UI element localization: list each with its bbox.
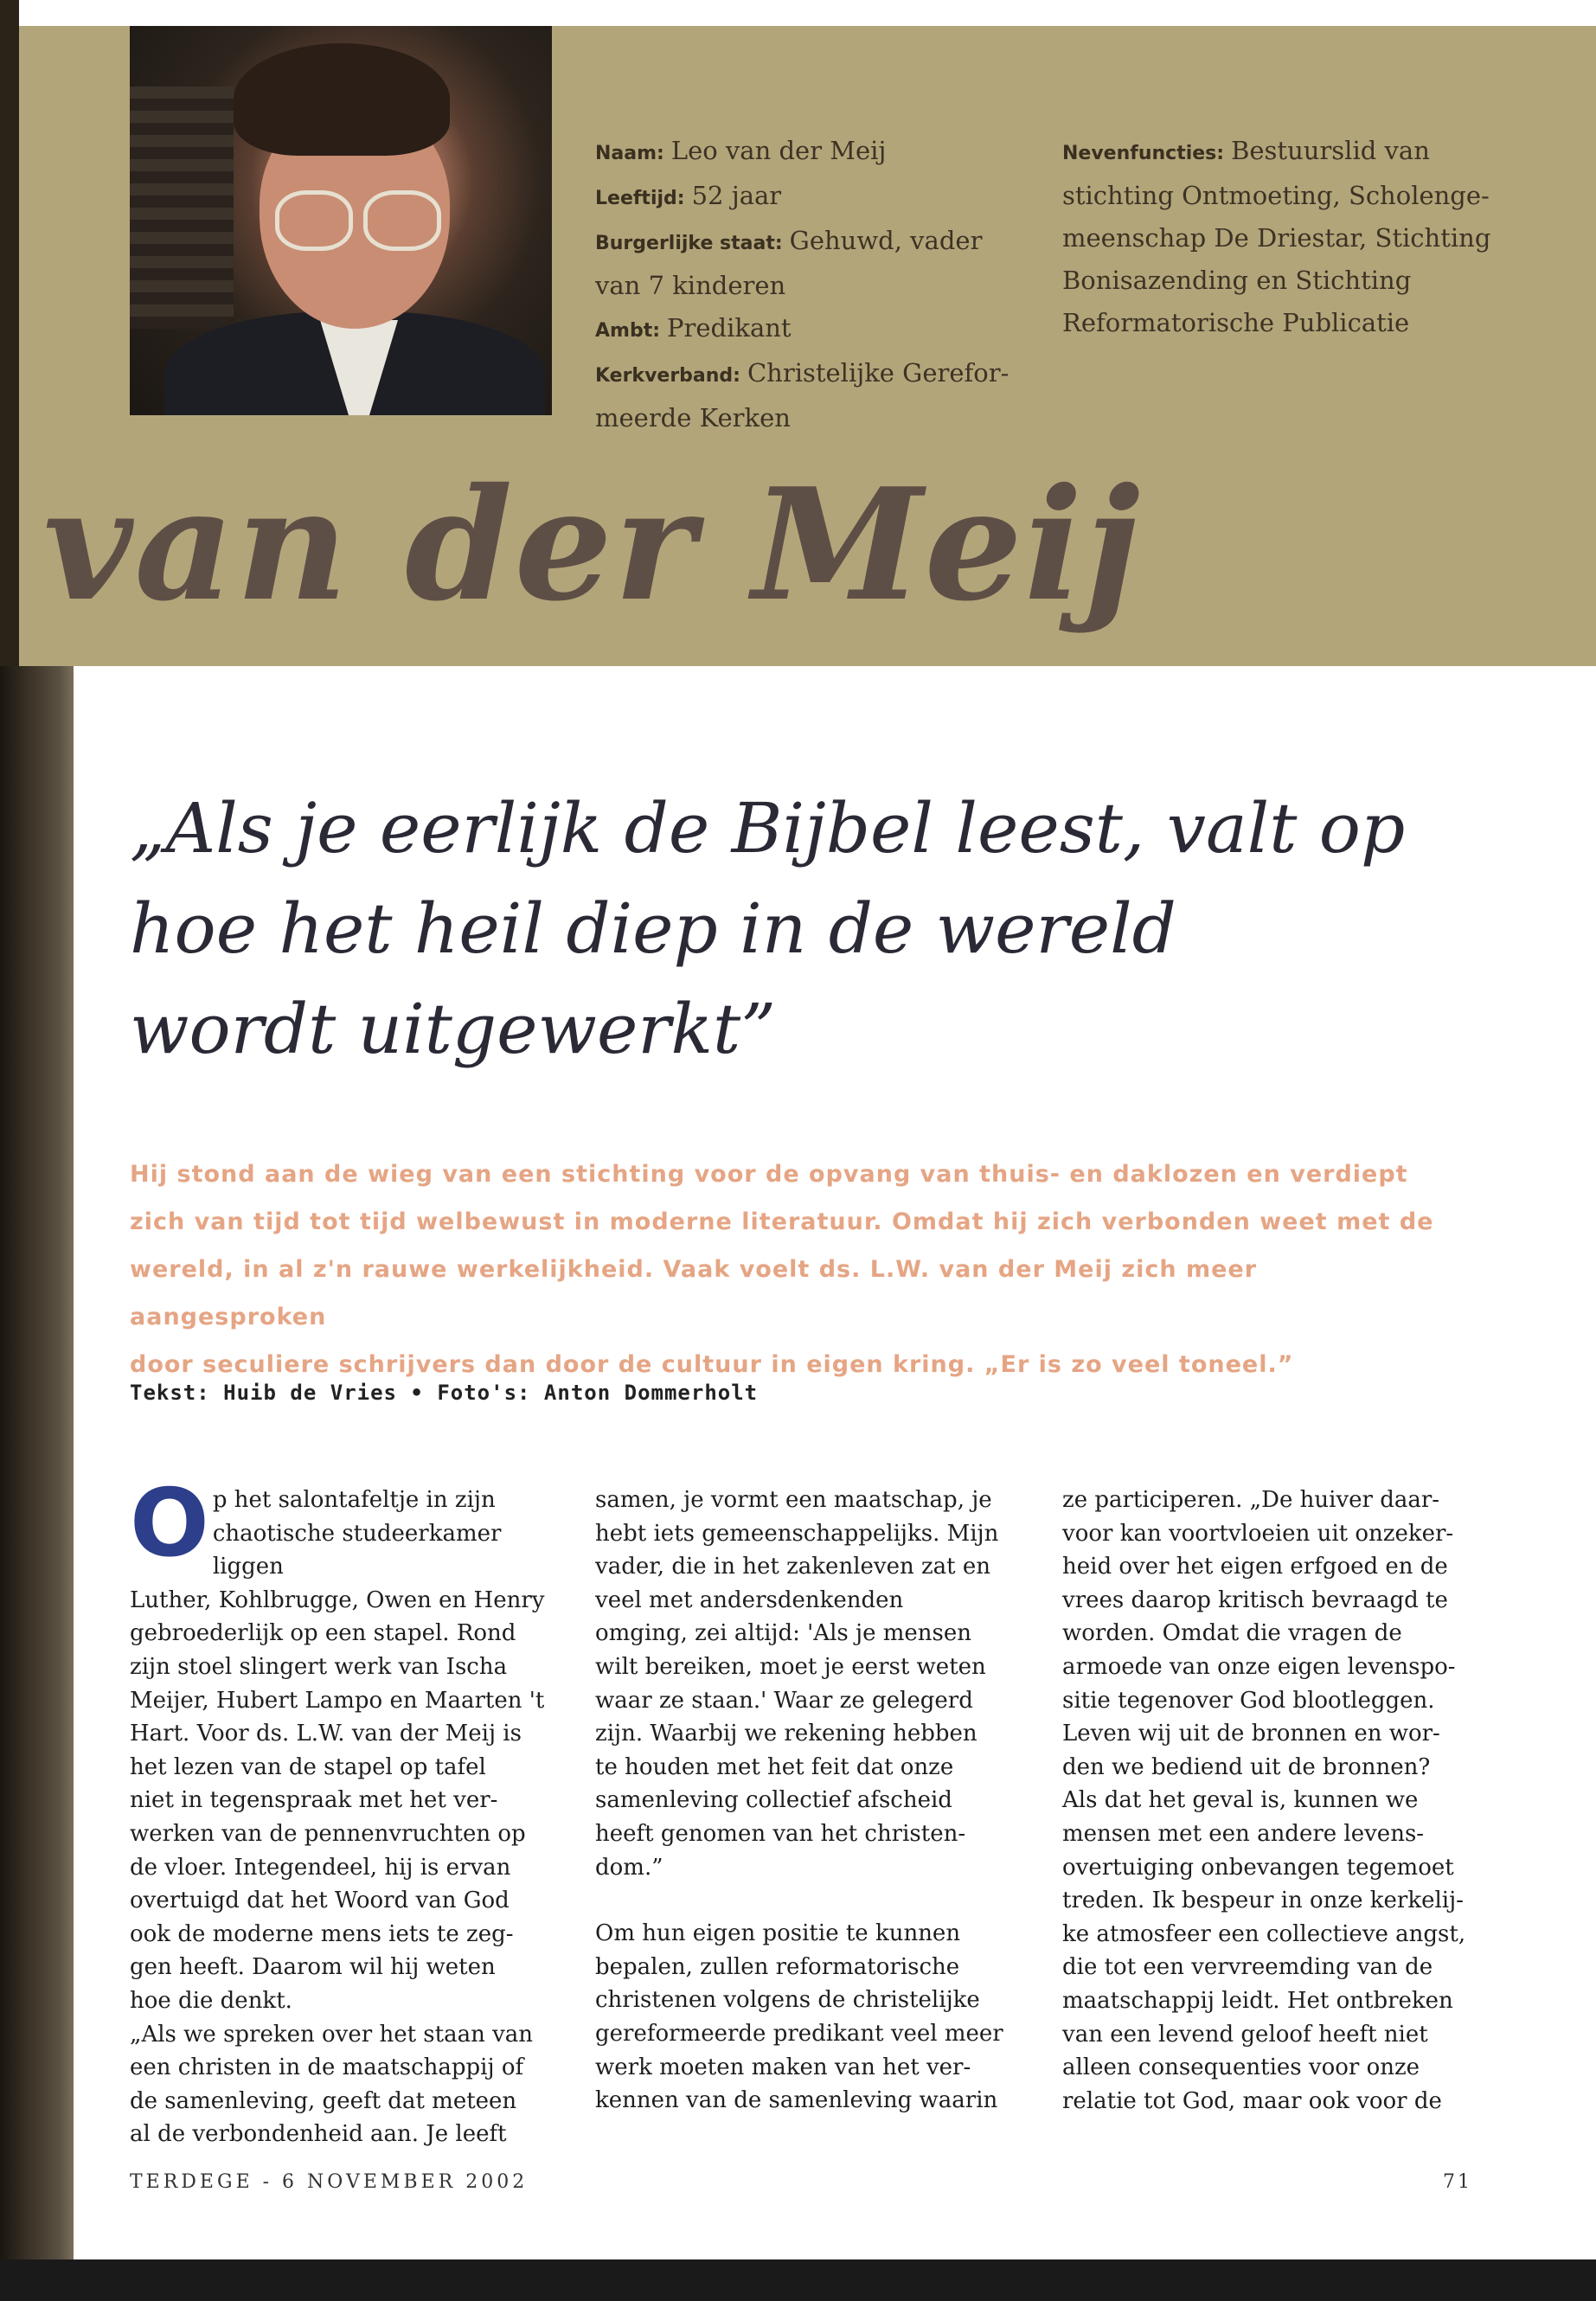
intro-line-4: door seculiere schrijvers dan door de cultuur in eigen kring. „Er is zo veel toneel.” bbox=[130, 1351, 1294, 1378]
burgerlijke-staat-value-1: Gehuwd, vader bbox=[789, 226, 983, 255]
article-headline bbox=[130, 779, 1427, 1080]
top-margin bbox=[0, 0, 1596, 26]
footer-page-number: 71 bbox=[1443, 2171, 1472, 2193]
nevenfuncties-value-3: meenschap De Driestar, Stichting bbox=[1062, 223, 1491, 253]
footer-publication: TERDEGE - 6 NOVEMBER 2002 bbox=[130, 2171, 529, 2193]
body-column-2-para-1: samen, je vormt een maatschap, je hebt iets gemeenschappelijks. Mijn vader, die in het zakenleven zat en veel met andersdenkenden omging, zei altijd: 'Als je mensen wilt bereiken, moet je eerst weten waar ze staan.' Waar ze gelegerd zijn. Waarbij we rekening hebben te houden met het feit dat onze samenleving collectief afscheid heeft genomen van het christen- dom.” bbox=[595, 1487, 999, 1881]
leeftijd-label: Leeftijd: bbox=[595, 188, 685, 209]
profile-info-right bbox=[1062, 130, 1512, 344]
nevenfuncties-label: Nevenfuncties: bbox=[1062, 143, 1225, 164]
body-column-3-text: ze participeren. „De huiver daar- voor kan voortvloeien uit onzeker- heid over het eigen erfgoed en de vrees daarop kritisch bevraagd te worden. Omdat die vragen de armoede van onze eigen levenspo- sitie tegenover God blootleggen. Leven wij uit de bronnen en wor- den we bediend uit de bronnen? Als dat het geval is, kunnen we mensen met een andere levens- overtuiging onbevangen tegemoet treden. Ik bespeur in onze kerkelij- ke atmosfeer een collectieve angst, die tot een vervreemding van de maatschappij leidt. Het ontbreken van een levend geloof heeft niet alleen consequenties voor onze relatie tot God, maar ook voor de bbox=[1062, 1487, 1466, 2114]
headline-line-3: wordt uitgewerkt” bbox=[130, 989, 777, 1069]
article-intro bbox=[130, 1150, 1462, 1388]
kerkverband-value-1: Christelijke Gerefor- bbox=[747, 358, 1010, 388]
burgerlijke-staat-label: Burgerlijke staat: bbox=[595, 233, 783, 254]
headline-line-2: hoe het heil diep in de wereld bbox=[130, 888, 1176, 969]
ambt-row bbox=[595, 307, 1028, 352]
photo-background-carving bbox=[130, 87, 234, 329]
body-column-2-para-2: Om hun eigen positie te kunnen bepalen, zullen reformatorische christenen volgens de christelijke gereformeerde predikant veel meer werk moeten maken van het ver- kennen van de samenleving waarin bbox=[595, 1920, 1003, 2114]
photo-glasses-right bbox=[363, 190, 441, 251]
intro-line-1: Hij stond aan de wieg van een stichting voor de opvang van thuis- en daklozen en verdiept bbox=[130, 1161, 1408, 1188]
headline-line-1: „Als je eerlijk de Bijbel leest, valt op bbox=[130, 788, 1406, 868]
burgerlijke-staat-row bbox=[595, 220, 1028, 265]
ambt-value: Predikant bbox=[667, 313, 792, 343]
drop-cap: O bbox=[130, 1470, 209, 1578]
nevenfuncties-row bbox=[1062, 130, 1512, 175]
bottom-edge bbox=[0, 2259, 1596, 2301]
intro-line-3: wereld, in al z'n rauwe werkelijkheid. Vaak voelt ds. L.W. van der Meij zich meer aangesproken bbox=[130, 1256, 1258, 1330]
body-column-3 bbox=[1062, 1484, 1486, 2118]
portrait-photo bbox=[130, 26, 552, 415]
leeftijd-value: 52 jaar bbox=[691, 181, 782, 210]
nevenfuncties-value-1: Bestuurslid van bbox=[1231, 136, 1430, 165]
left-edge-photo-strip bbox=[0, 666, 74, 2301]
leeftijd-row bbox=[595, 175, 1028, 220]
nevenfuncties-row-2 bbox=[1062, 175, 1512, 217]
photo-hair bbox=[234, 43, 450, 156]
naam-value: Leo van der Meij bbox=[670, 136, 887, 165]
byline: Tekst: Huib de Vries • Foto's: Anton Dommerholt bbox=[130, 1381, 759, 1405]
body-column-1-text: p het salontafeltje in zijn chaotische studeerkamer liggen Luther, Kohlbrugge, Owen en Henry gebroederlijk op een stapel. Rond zijn stoel slingert werk van Ischa Meijer, Hubert Lampo en Maarten 't Hart. Voor ds. L.W. van der Meij is het lezen van de stapel op tafel niet in tegenspraak met het ver- werken van de pennenvruchten op de vloer. Integendeel, hij is ervan overtuigd dat het Woord van God ook de moderne mens iets te zeg- gen heeft. Daarom wil hij weten hoe die denkt. „Als we spreken over het staan van een christen in de maatschappij of de samenleving, geeft dat meteen al de verbondenheid aan. Je leeft bbox=[130, 1487, 545, 2148]
burgerlijke-staat-value-2: van 7 kinderen bbox=[595, 271, 786, 300]
left-edge-dark bbox=[0, 0, 19, 666]
intro-line-2: zich van tijd tot tijd welbewust in moderne literatuur. Omdat hij zich verbonden weet met de bbox=[130, 1208, 1434, 1235]
body-column-2 bbox=[595, 1484, 1019, 2118]
kerkverband-row bbox=[595, 352, 1028, 397]
burgerlijke-staat-row-2 bbox=[595, 265, 1028, 307]
kerkverband-value-2: meerde Kerken bbox=[595, 403, 791, 433]
article-title-name: van der Meij bbox=[43, 454, 1142, 635]
kerkverband-row-2 bbox=[595, 397, 1028, 439]
nevenfuncties-value-2: stichting Ontmoeting, Scholenge- bbox=[1062, 181, 1490, 210]
ambt-label: Ambt: bbox=[595, 320, 661, 342]
naam-label: Naam: bbox=[595, 143, 664, 164]
nevenfuncties-row-4 bbox=[1062, 260, 1512, 302]
paragraph-gap bbox=[595, 1884, 1019, 1917]
nevenfuncties-value-4: Bonisazending en Stichting bbox=[1062, 266, 1412, 295]
nevenfuncties-row-5 bbox=[1062, 302, 1512, 344]
body-column-1 bbox=[130, 1470, 554, 2151]
photo-glasses-left bbox=[275, 190, 353, 251]
naam-row bbox=[595, 130, 1028, 175]
nevenfuncties-row-3 bbox=[1062, 217, 1512, 260]
profile-info-left bbox=[595, 130, 1028, 439]
nevenfuncties-value-5: Reformatorische Publicatie bbox=[1062, 308, 1410, 337]
kerkverband-label: Kerkverband: bbox=[595, 365, 740, 387]
